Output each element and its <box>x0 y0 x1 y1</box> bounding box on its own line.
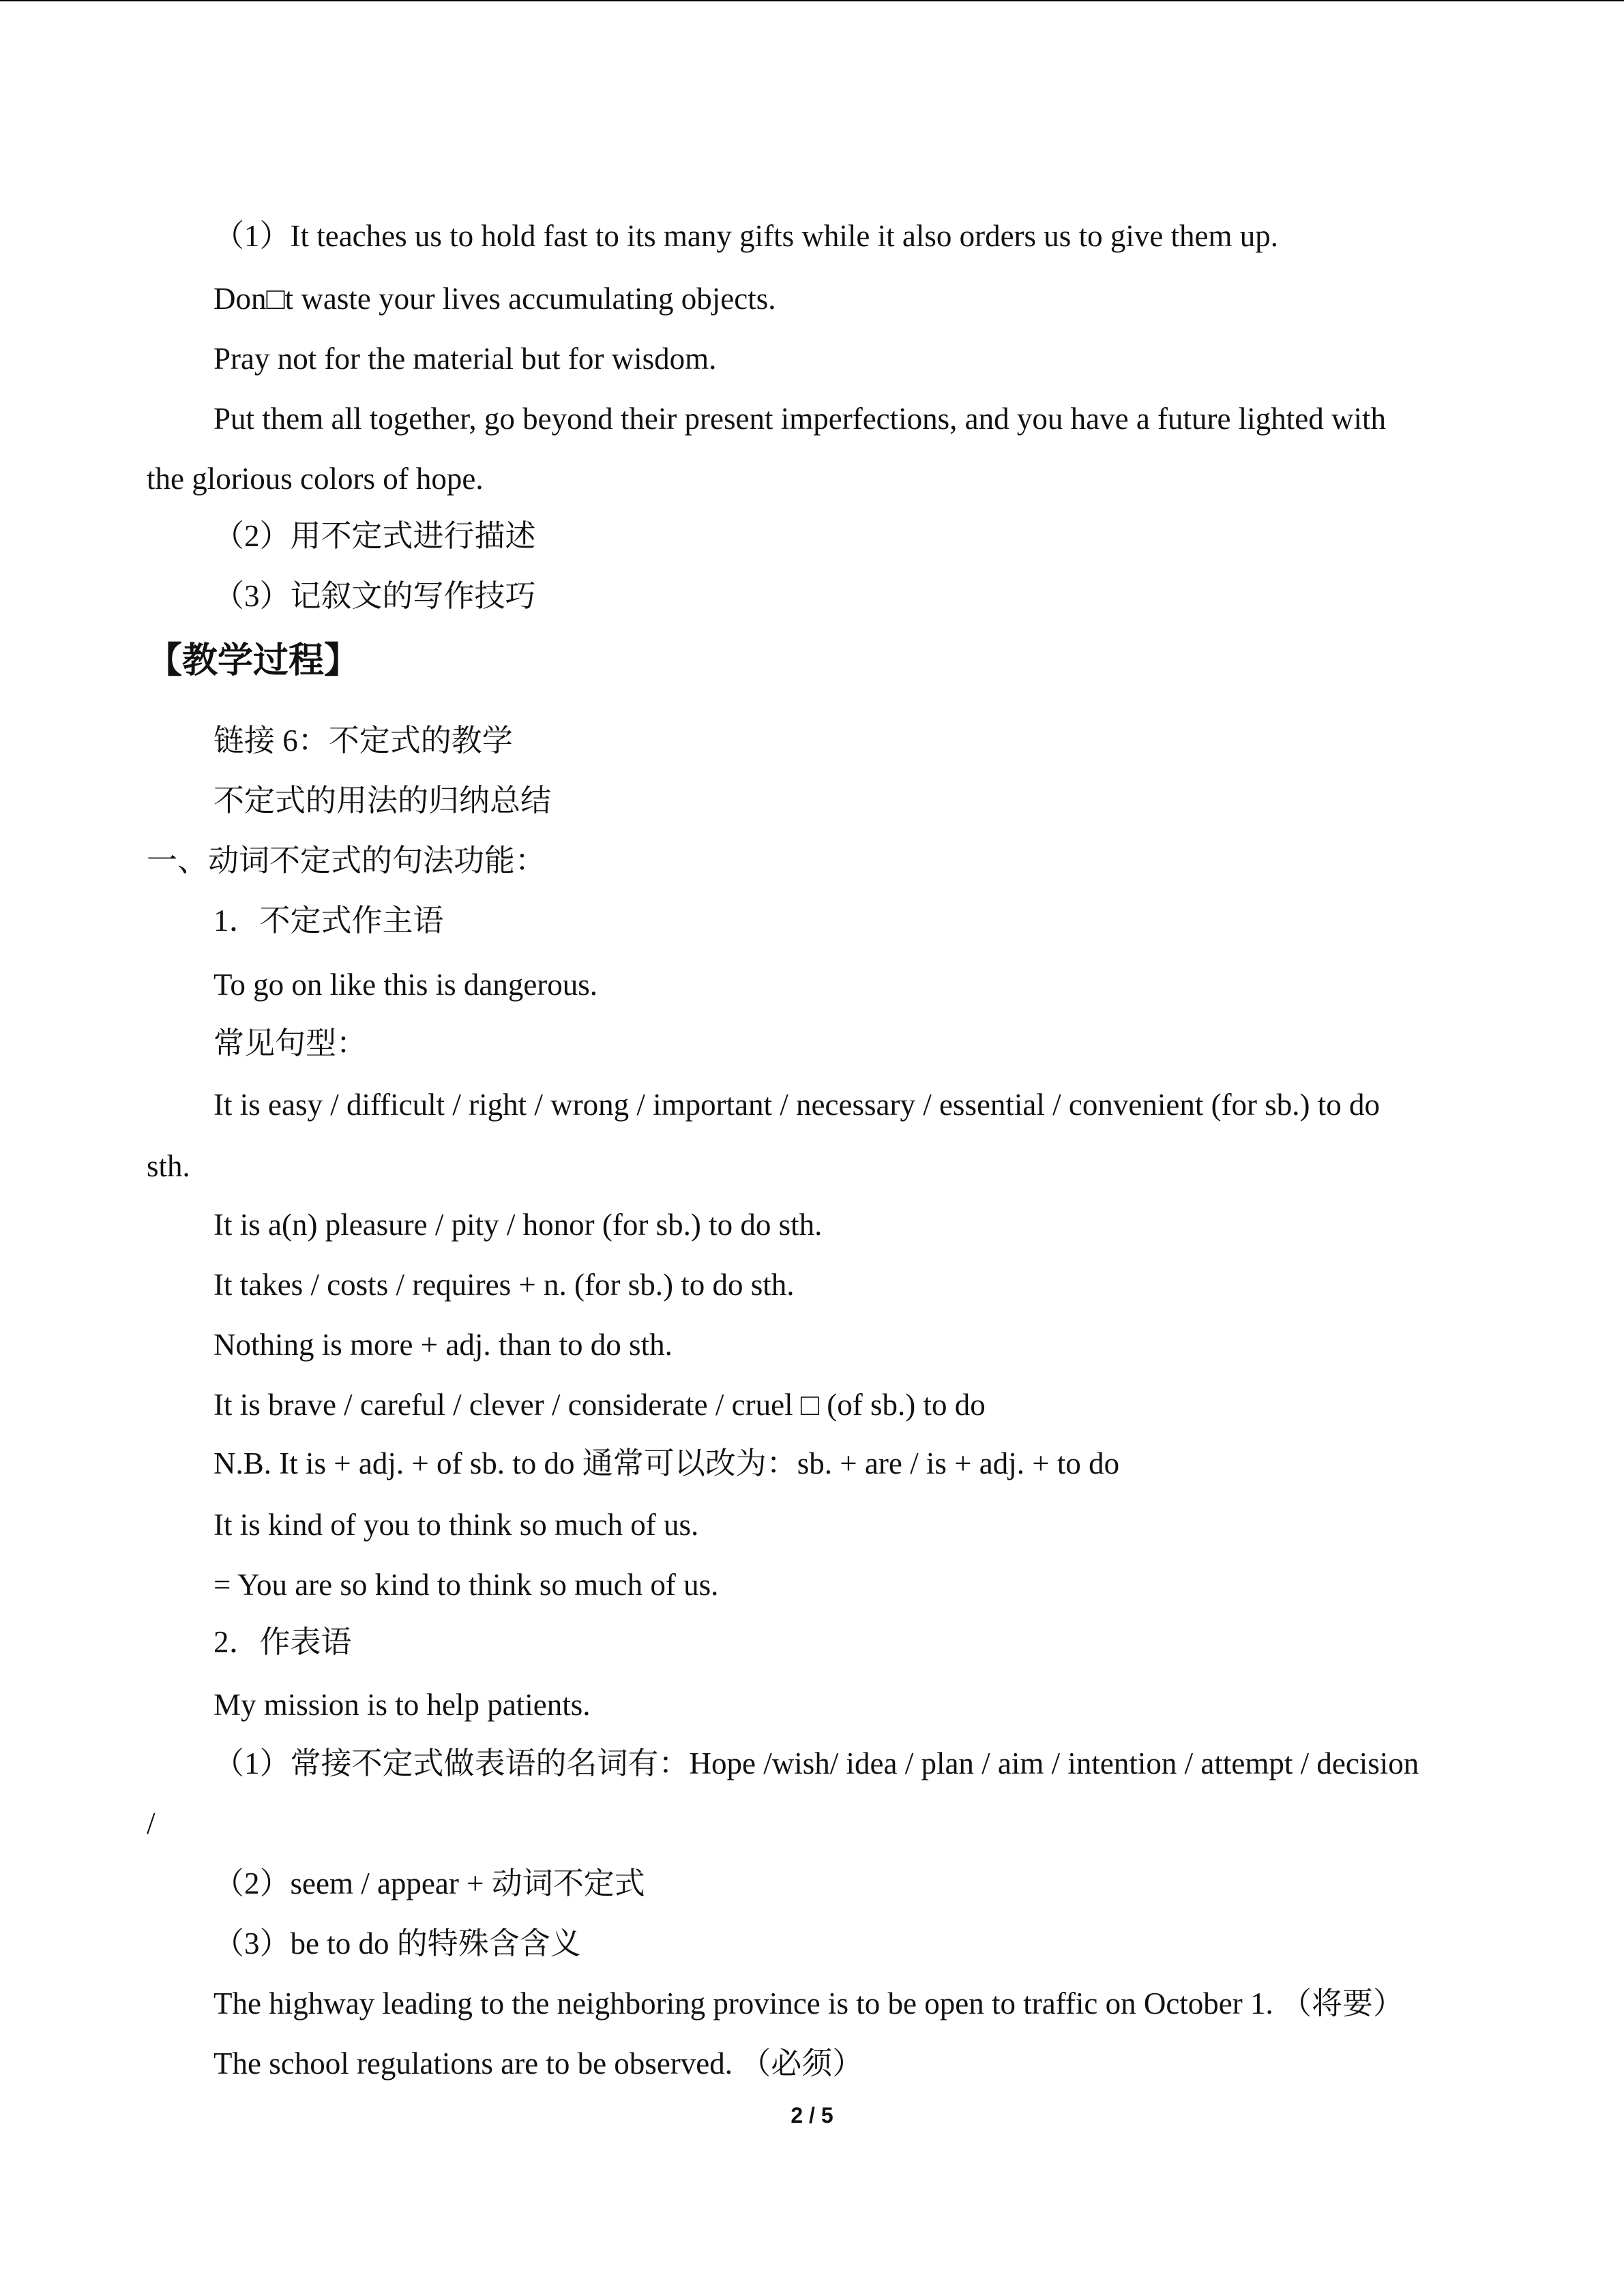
section-heading: 【教学过程】 <box>147 640 360 681</box>
text-line: Nothing is more + adj. than to do sth. <box>213 1328 673 1362</box>
text-line: It is a(n) pleasure / pity / honor (for sb.) to do sth. <box>213 1208 823 1242</box>
text-line: 1．不定式作主语 <box>213 904 444 938</box>
text-line: = You are so kind to think so much of us. <box>213 1568 719 1602</box>
text-line: It is easy / difficult / right / wrong / important / necessary / essential / convenient (for sb.) to do <box>213 1088 1381 1122</box>
text-line: 常见句型： <box>213 1026 368 1060</box>
text-line: the glorious colors of hope. <box>147 462 484 496</box>
text-line: To go on like this is dangerous. <box>213 968 598 1002</box>
text-line: （1）常接不定式做表语的名词有：Hope /wish/ idea / plan / aim / intention / attempt / decision <box>213 1746 1419 1780</box>
text-line: （1）It teaches us to hold fast to its many gifts while it also orders us to give them up. <box>213 219 1279 253</box>
text-line: It takes / costs / requires + n. (for sb.) to do sth. <box>213 1268 795 1302</box>
text-line: （3）be to do 的特殊含含义 <box>213 1926 581 1960</box>
text-line: 链接 6：不定式的教学 <box>213 724 513 758</box>
text-line: N.B. It is + adj. + of sb. to do 通常可以改为：sb. + are / is + adj. + to do <box>213 1446 1120 1480</box>
text-line: Put them all together, go beyond their present imperfections, and you have a future lighted with <box>213 402 1386 436</box>
text-line: （3）记叙文的写作技巧 <box>213 579 536 613</box>
text-line: 不定式的用法的归纳总结 <box>213 784 552 818</box>
text-line: 2．作表语 <box>213 1625 352 1659</box>
page-number: 2 / 5 <box>791 2103 833 2128</box>
text-line: （2）用不定式进行描述 <box>213 519 536 553</box>
text-line: / <box>147 1806 156 1840</box>
text-line: It is brave / careful / clever / considerate / cruel □ (of sb.) to do <box>213 1388 986 1422</box>
text-line: 一、动词不定式的句法功能： <box>147 844 546 878</box>
text-line: Pray not for the material but for wisdom. <box>213 342 717 376</box>
text-line: My mission is to help patients. <box>213 1688 591 1722</box>
text-line: sth. <box>147 1149 190 1183</box>
text-line: Don□t waste your lives accumulating objects. <box>213 282 776 316</box>
text-line: It is kind of you to think so much of us. <box>213 1508 699 1542</box>
text-line: （2）seem / appear + 动词不定式 <box>213 1866 645 1900</box>
text-line: The highway leading to the neighboring province is to be open to traffic on October 1. （将要） <box>213 1986 1404 2021</box>
text-line: The school regulations are to be observed. （必须） <box>213 2046 863 2081</box>
